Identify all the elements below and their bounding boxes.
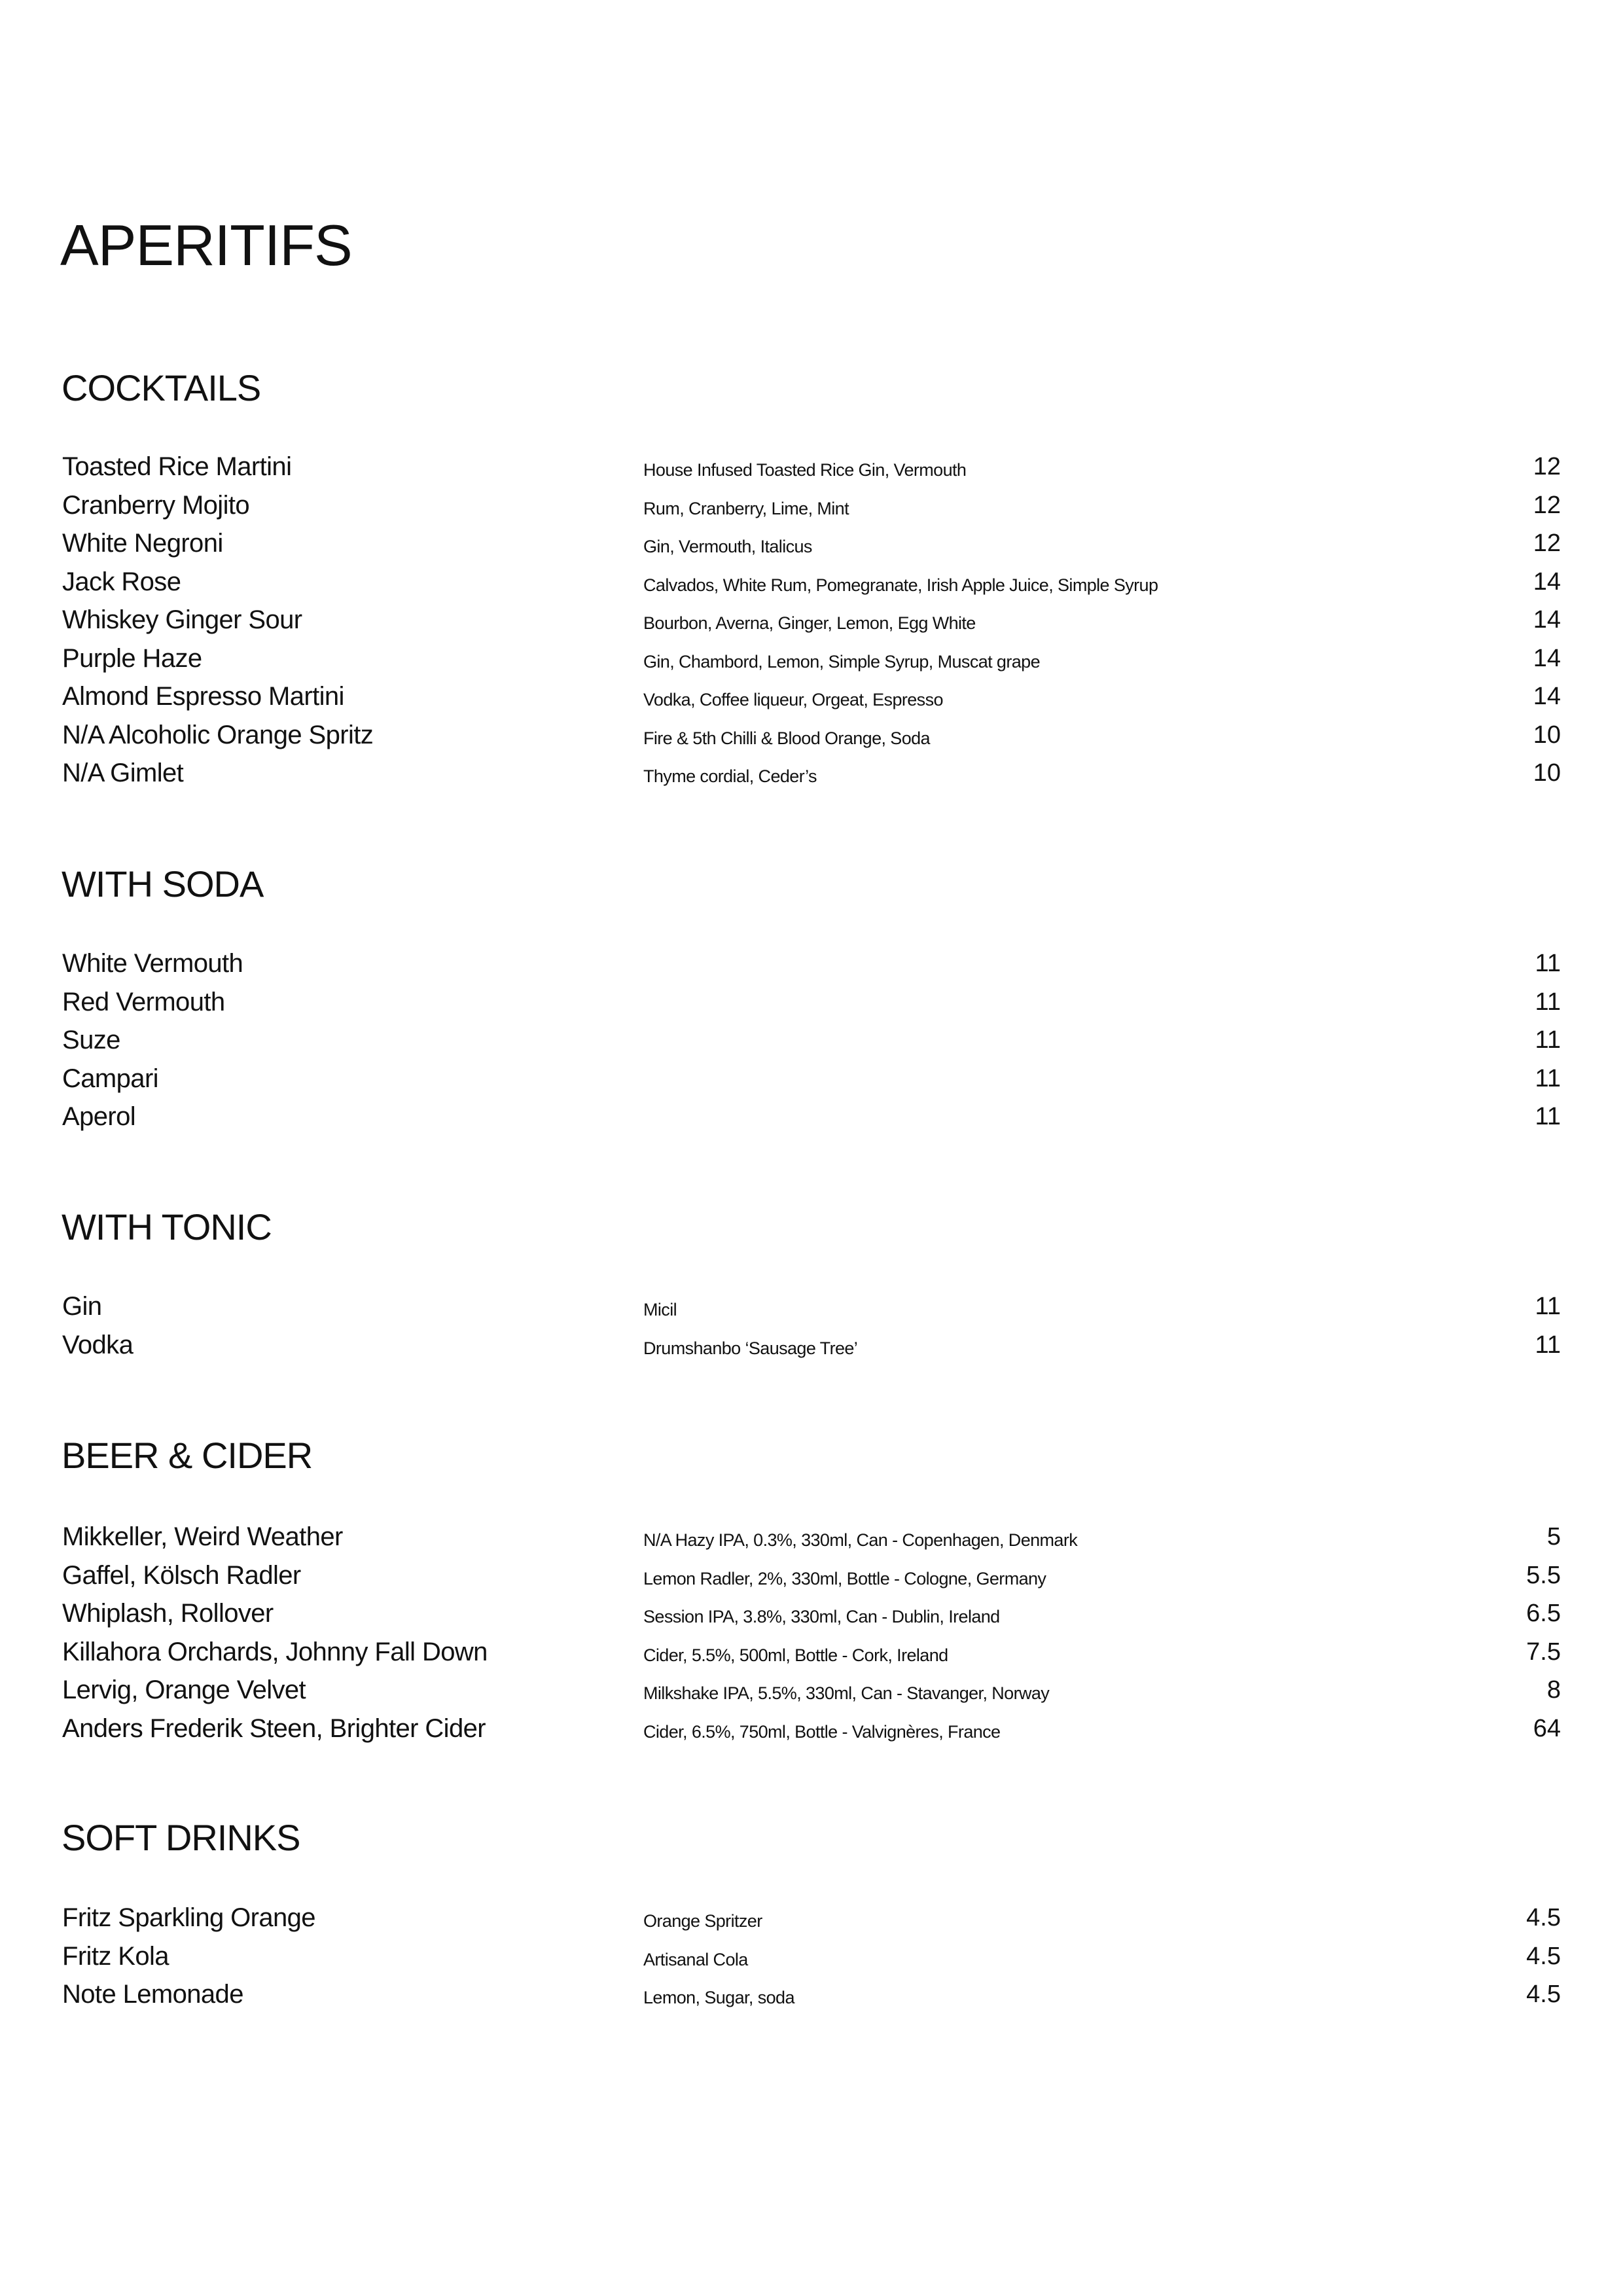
item-price: 4.5 [1526,1942,1561,1970]
menu-item [0,716,1623,755]
menu-item [0,486,1623,525]
item-name: White Negroni [62,529,223,558]
item-price: 64 [1533,1714,1561,1742]
item-price: 4.5 [1526,1904,1561,1931]
section-heading-with-soda: WITH SODA [62,863,264,905]
item-name: Toasted Rice Martini [62,452,292,481]
item-description: Bourbon, Averna, Ginger, Lemon, Egg White [643,613,976,633]
section-heading-with-tonic: WITH TONIC [62,1206,272,1247]
item-name: Almond Espresso Martini [62,682,344,711]
beer-cider-list [0,1518,1623,1748]
menu-item [0,677,1623,716]
menu-item [0,524,1623,563]
item-description: Artisanal Cola [643,1949,748,1969]
item-price: 11 [1535,950,1561,977]
item-name: Gin [62,1292,102,1321]
item-description: Lemon, Sugar, soda [643,1988,794,2007]
section-heading-soft-drinks: SOFT DRINKS [62,1817,300,1858]
menu-item [0,1287,1623,1326]
menu-item [0,1326,1623,1365]
menu-item [0,1556,1623,1595]
menu-item [0,1937,1623,1976]
item-price: 5.5 [1526,1561,1561,1589]
item-price: 14 [1533,567,1561,596]
item-description: Orange Spritzer [643,1911,762,1931]
item-description: Drumshanbo ‘Sausage Tree’ [643,1338,858,1358]
item-description: Micil [643,1300,677,1319]
item-price: 12 [1533,529,1561,557]
item-name: Purple Haze [62,643,202,673]
item-name: Whiskey Ginger Sour [62,605,302,634]
item-price: 11 [1535,1103,1561,1130]
item-name: White Vermouth [62,949,243,978]
item-price: 4.5 [1526,1981,1561,2008]
page-title: APERITIFS [60,213,352,278]
item-price: 11 [1535,1293,1561,1320]
item-description: Thyme cordial, Ceder’s [643,766,817,786]
item-price: 7.5 [1526,1638,1561,1666]
item-description: Fire & 5th Chilli & Blood Orange, Soda [643,728,930,748]
item-description: N/A Hazy IPA, 0.3%, 330ml, Can - Copenhagen, Denmark [643,1530,1078,1550]
item-description: Gin, Vermouth, Italicus [643,537,812,556]
item-price: 11 [1535,988,1561,1016]
menu-item [0,563,1623,601]
soft-drinks-list [0,1899,1623,2014]
item-name: Campari [62,1064,158,1093]
item-price: 6.5 [1526,1600,1561,1627]
menu-item [0,1518,1623,1556]
item-price: 14 [1533,683,1561,710]
menu-item [0,639,1623,678]
item-price: 14 [1533,606,1561,634]
item-name: Killahora Orchards, Johnny Fall Down [62,1637,488,1666]
menu-item [0,944,1623,983]
item-name: Whiplash, Rollover [62,1599,274,1628]
item-description: Cider, 6.5%, 750ml, Bottle - Valvignères, France [643,1721,1001,1742]
item-name: N/A Gimlet [62,759,184,787]
item-name: Gaffel, Kölsch Radler [62,1560,301,1590]
menu-item [0,754,1623,793]
item-description: House Infused Toasted Rice Gin, Vermouth [643,460,967,480]
menu-item [0,1710,1623,1748]
item-name: Cranberry Mojito [62,490,250,520]
item-name: Red Vermouth [62,987,225,1016]
item-price: 14 [1533,644,1561,672]
item-name: Fritz Sparkling Orange [62,1903,315,1932]
menu-item [0,1671,1623,1710]
cocktails-list [0,448,1623,793]
item-name: Jack Rose [62,567,181,596]
menu-item [0,448,1623,486]
item-price: 8 [1546,1676,1561,1704]
item-price: 11 [1535,1331,1561,1359]
item-description: Gin, Chambord, Lemon, Simple Syrup, Muscat grape [643,651,1040,672]
item-description: Calvados, White Rum, Pomegranate, Irish Apple Juice, Simple Syrup [643,575,1158,595]
menu-item [0,1594,1623,1633]
item-price: 10 [1533,721,1561,749]
menu-item [0,1975,1623,2014]
section-heading-beer-cider: BEER & CIDER [62,1435,313,1476]
item-price: 10 [1533,759,1561,787]
item-price: 11 [1535,1064,1561,1092]
item-description: Milkshake IPA, 5.5%, 330ml, Can - Stavanger, Norway [643,1683,1050,1703]
menu-item [0,1098,1623,1136]
item-description: Session IPA, 3.8%, 330ml, Can - Dublin, Ireland [643,1607,1000,1626]
item-name: Vodka [62,1330,134,1359]
item-price: 12 [1533,453,1561,480]
item-name: Mikkeller, Weird Weather [62,1522,343,1551]
item-description: Vodka, Coffee liqueur, Orgeat, Espresso [643,690,943,709]
menu-item [0,983,1623,1022]
item-name: Aperol [62,1102,136,1131]
with-soda-list [0,944,1623,1136]
item-price: 12 [1533,491,1561,519]
with-tonic-list [0,1287,1623,1364]
item-name: Suze [62,1026,120,1054]
item-price: 5 [1546,1523,1561,1551]
item-description: Cider, 5.5%, 500ml, Bottle - Cork, Ireland [643,1645,948,1665]
item-price: 11 [1535,1026,1561,1054]
menu-item [0,1899,1623,1937]
item-description: Rum, Cranberry, Lime, Mint [643,498,849,518]
menu-item [0,1060,1623,1098]
item-name: Lervig, Orange Velvet [62,1676,306,1704]
item-name: N/A Alcoholic Orange Spritz [62,720,374,749]
item-description: Lemon Radler, 2%, 330ml, Bottle - Cologne, Germany [643,1568,1046,1588]
menu-item [0,1021,1623,1060]
menu-item [0,601,1623,639]
section-heading-cocktails: COCKTAILS [62,367,261,408]
menu-item [0,1633,1623,1672]
item-name: Note Lemonade [62,1980,243,2009]
item-name: Anders Frederik Steen, Brighter Cider [62,1713,486,1743]
item-name: Fritz Kola [62,1941,169,1971]
